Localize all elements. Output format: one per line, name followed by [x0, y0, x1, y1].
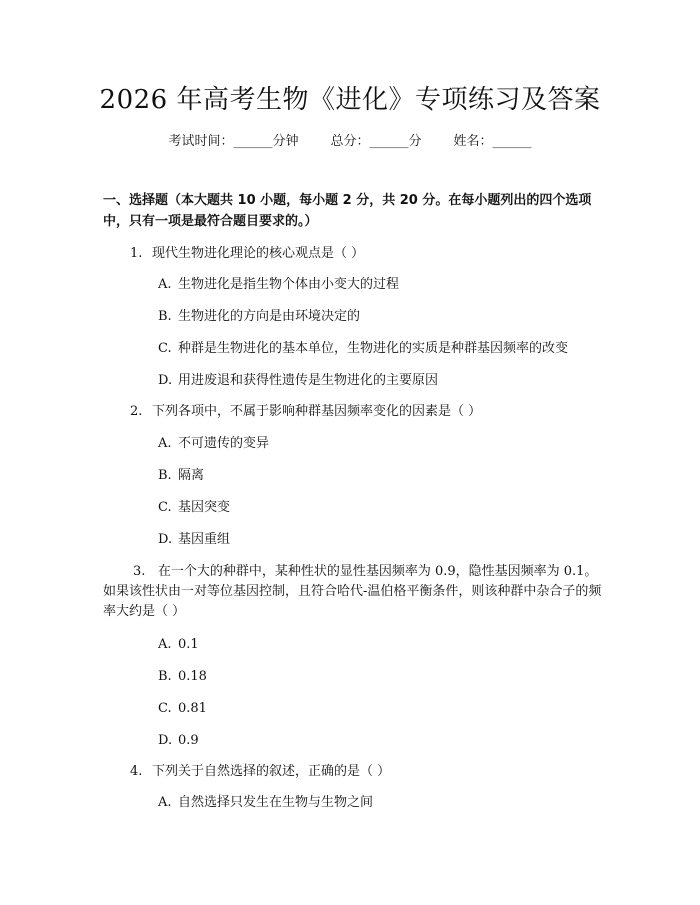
question-number: 4.	[130, 764, 143, 779]
option-text: 种群是生物进化的基本单位，生物进化的实质是种群基因频率的改变	[178, 341, 569, 356]
option-item	[158, 467, 204, 485]
option-text: 0.1	[178, 637, 199, 652]
time-label: 考试时间：	[168, 134, 234, 149]
option-item	[158, 308, 360, 326]
option-item	[158, 435, 269, 453]
question-number: 2.	[130, 404, 143, 419]
option-text: 0.18	[178, 669, 207, 684]
page-title: 2026 年高考生物《进化》专项练习及答案	[99, 85, 601, 115]
option-text: 隔离	[178, 468, 205, 483]
score-unit: 分	[408, 134, 422, 149]
score-label: 总分：	[330, 134, 370, 149]
option-letter: C.	[158, 500, 172, 515]
question-stem	[130, 403, 481, 421]
option-text: 0.9	[178, 733, 199, 748]
option-text: 用进废退和获得性遗传是生物进化的主要原因	[178, 373, 439, 388]
section-heading: 一、选择题（本大题共 10 小题，每小题 2 分，共 20 分。在每小题列出的四个选项中，只有一项是最符合题目要求的。）	[103, 193, 592, 229]
option-item	[158, 276, 399, 294]
option-item	[158, 668, 207, 686]
question-stem	[130, 245, 364, 263]
option-item	[158, 636, 199, 654]
option-item	[158, 372, 438, 390]
option-text: 生物进化的方向是由环境决定的	[178, 309, 361, 324]
option-item	[158, 531, 230, 549]
option-item	[158, 732, 199, 750]
option-item	[158, 499, 230, 517]
option-letter: D.	[158, 733, 173, 748]
question-text: 下列各项中，不属于影响种群基因频率变化的因素是（ ）	[152, 404, 482, 419]
question-stem	[103, 562, 603, 622]
option-letter: D.	[158, 373, 173, 388]
exam-info-line	[0, 133, 700, 151]
option-letter: A.	[158, 277, 172, 292]
name-label: 姓名：	[453, 134, 493, 149]
option-text: 生物进化是指生物个体由小变大的过程	[178, 277, 400, 292]
score-blank: ______	[369, 134, 409, 149]
time-unit: 分钟	[272, 134, 299, 149]
question-text: 在一个大的种群中，某种性状的显性基因频率为 0.9，隐性基因频率为 0.1。如果该性状由一对等位基因控制，且符合哈代-温伯格平衡条件，则该种群中杂合子的频率大约是（ ）	[103, 564, 602, 619]
option-letter: A.	[158, 436, 172, 451]
option-text: 自然选择只发生在生物与生物之间	[178, 795, 374, 810]
question-stem	[130, 763, 390, 781]
question-number: 3.	[133, 564, 146, 579]
option-letter: C.	[158, 701, 172, 716]
option-letter: C.	[158, 341, 172, 356]
time-blank: ______	[233, 134, 273, 149]
name-blank: ______	[492, 134, 532, 149]
option-letter: D.	[158, 532, 173, 547]
option-item	[158, 794, 373, 812]
option-text: 基因突变	[178, 500, 231, 515]
option-text: 不可遗传的变异	[178, 436, 270, 451]
option-text: 基因重组	[178, 532, 231, 547]
option-letter: A.	[158, 637, 172, 652]
option-item	[158, 700, 207, 718]
option-letter: B.	[158, 669, 172, 684]
option-letter: B.	[158, 468, 172, 483]
question-text: 下列关于自然选择的叙述，正确的是（ ）	[152, 764, 391, 779]
option-text: 0.81	[178, 701, 207, 716]
option-letter: B.	[158, 309, 172, 324]
option-letter: A.	[158, 795, 172, 810]
question-text: 现代生物进化理论的核心观点是（ ）	[152, 246, 365, 261]
question-number: 1.	[130, 246, 143, 261]
option-item	[158, 340, 568, 358]
